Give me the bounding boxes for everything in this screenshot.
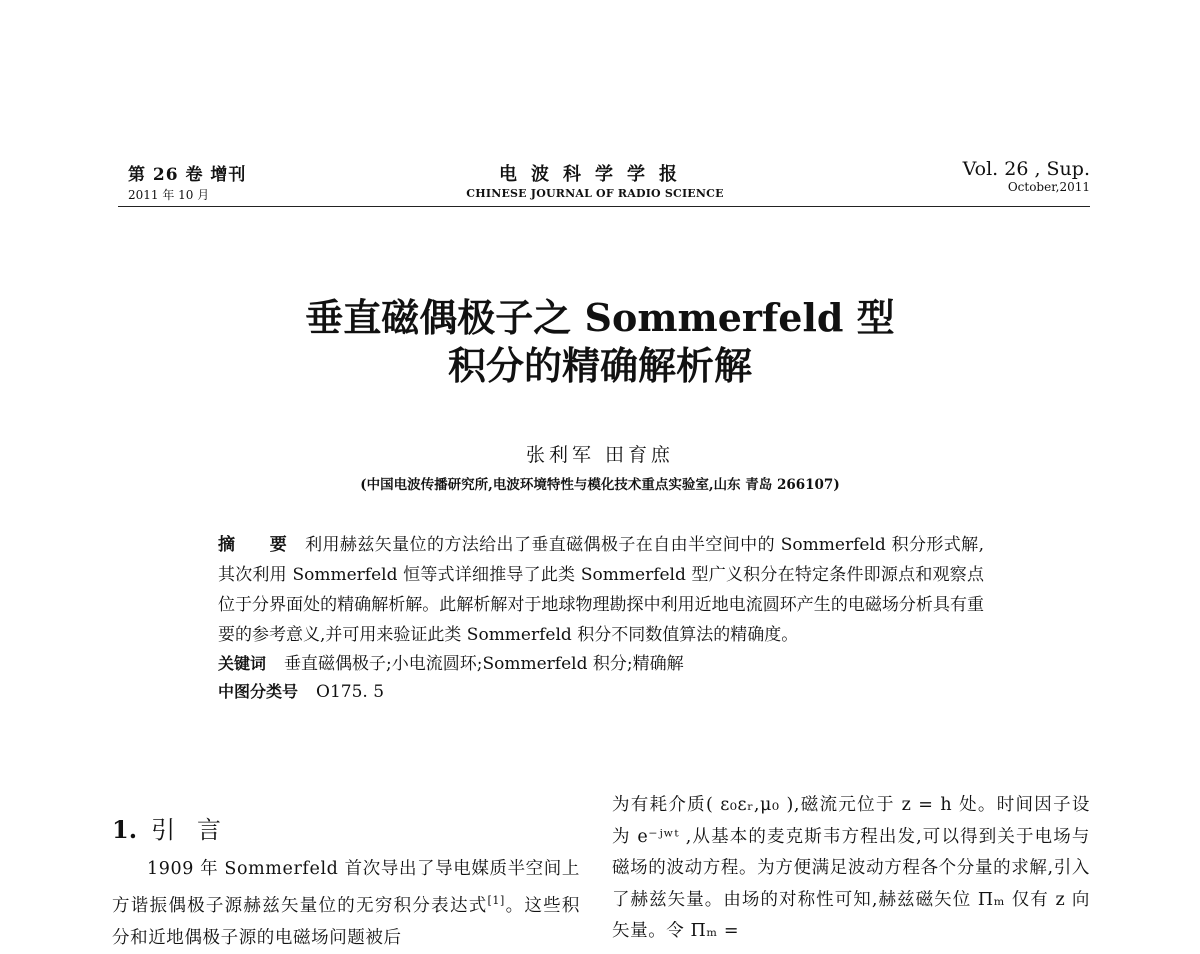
abstract-label: 摘 要 bbox=[218, 535, 302, 555]
body-column-left bbox=[112, 810, 580, 954]
body-column-right bbox=[612, 790, 1090, 948]
running-header-left bbox=[128, 160, 246, 203]
abstract-block bbox=[218, 530, 984, 706]
running-header-center bbox=[440, 160, 750, 200]
classification-code: O175. 5 bbox=[316, 682, 385, 702]
journal-name-cn: 电波科学学报 bbox=[499, 164, 691, 185]
classification-label: 中图分类号 bbox=[218, 682, 299, 701]
volume-issue: 第 26 卷 增刊 bbox=[128, 165, 247, 185]
date-en: October,2011 bbox=[1007, 180, 1090, 194]
header-rule bbox=[118, 206, 1090, 207]
running-header-right bbox=[963, 158, 1090, 194]
citation: [1] bbox=[487, 894, 505, 907]
keywords-text: 垂直磁偶极子;小电流圆环;Sommerfeld 积分;精确解 bbox=[284, 654, 684, 674]
journal-name-en: CHINESE JOURNAL OF RADIO SCIENCE bbox=[466, 187, 724, 200]
keywords bbox=[218, 650, 984, 678]
keywords-label: 关键词 bbox=[218, 654, 267, 673]
paper-title bbox=[200, 294, 1000, 390]
issue-date: 2011 年 10 月 bbox=[128, 188, 210, 202]
volume-en: Vol. 26 , Sup. bbox=[962, 158, 1090, 180]
intro-paragraph: 1909 年 Sommerfeld 首次导出了导电媒质半空间上方谐振偶极子源赫兹矢量位的无穷积分表达式[1]。这些积分和近地偶极子源的电磁场问题被后 bbox=[112, 859, 581, 948]
title-line-1: 垂直磁偶极子之 Sommerfeld 型 bbox=[305, 295, 895, 340]
abstract-text: 利用赫兹矢量位的方法给出了垂直磁偶极子在自由半空间中的 Sommerfeld 积分形式解,其次利用 Sommerfeld 恒等式详细推导了此类 Sommerfeld 型广义积分在特定条件即源点和观察点位于分界面处的精确解析解。此解析解对于地球物理勘探中利用近地电流圆环产生的电磁场分析具有重要的参考意义,并可用来验证此类 Sommerfeld 积分不同数值算法的精确度。 bbox=[218, 535, 984, 645]
section-heading bbox=[112, 810, 580, 845]
classification bbox=[218, 678, 984, 706]
section-title: 引言 bbox=[151, 816, 244, 844]
authors: 张利军 田育庶 bbox=[525, 444, 675, 466]
title-line-2: 积分的精确解析解 bbox=[447, 343, 752, 388]
affiliation: (中国电波传播研究所,电波环境特性与模化技术重点实验室,山东 青岛 266107) bbox=[360, 477, 840, 493]
section-number: 1. bbox=[112, 815, 138, 844]
body-paragraph: 为有耗介质( ε₀εᵣ,μ₀ ),磁流元位于 z = h 处。时间因子设为 e⁻ʲʷᵗ ,从基本的麦克斯韦方程出发,可以得到关于电场与磁场的波动方程。为方便满足波动方程各个分量的求解,引入了赫兹矢量。由场的对称性可知,赫兹磁矢位 Πₘ 仅有 z 向矢量。令 Πₘ = bbox=[612, 795, 1090, 941]
abstract bbox=[218, 530, 984, 650]
